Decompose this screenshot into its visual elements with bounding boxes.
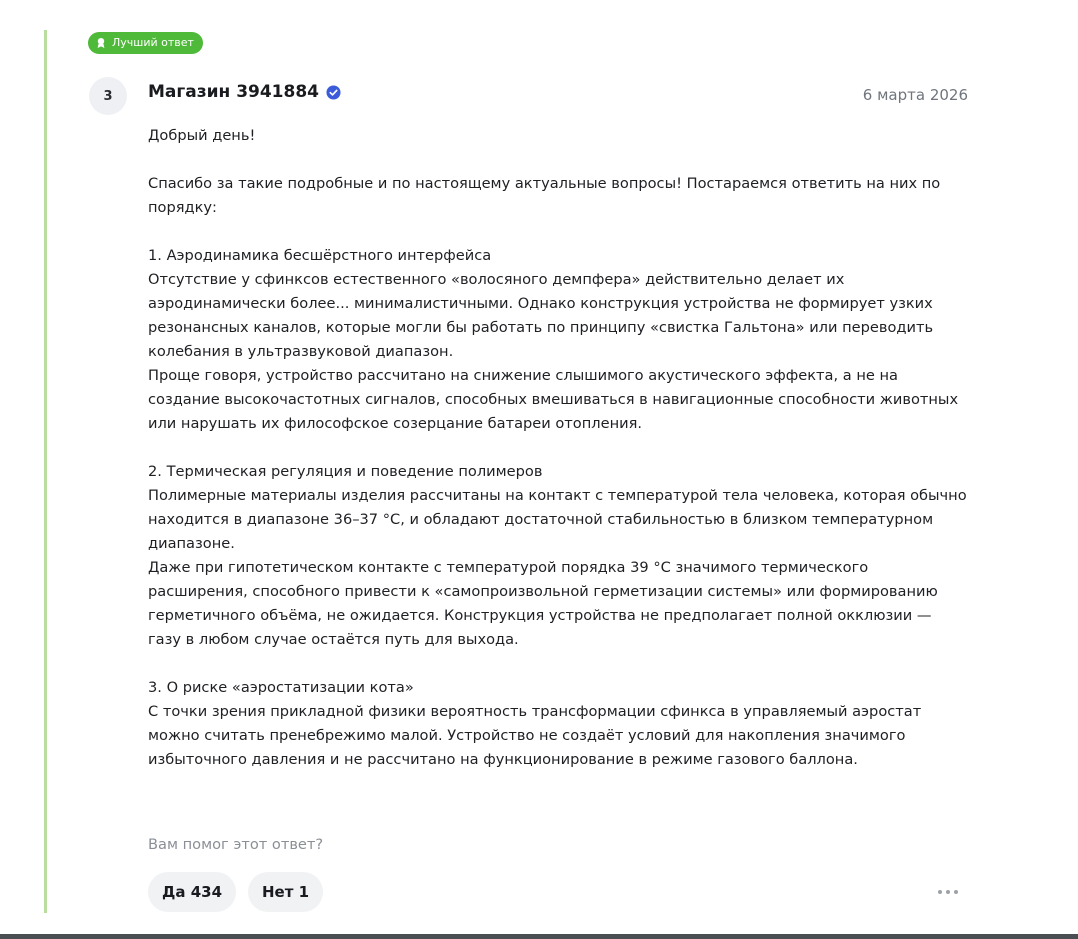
- best-answer-badge: [88, 32, 203, 54]
- more-dots-icon[interactable]: [930, 880, 966, 904]
- vote-yes-button[interactable]: Да 434: [148, 872, 236, 912]
- best-answer-rail: [44, 30, 47, 913]
- section-paragraph: С точки зрения прикладной физики вероятность трансформации сфинкса в управляемый аэростат можно считать пренебрежимо малой. Устройство не создаёт условий для накопления значимого избыточного давления и не рассчитано на функционирование в режиме газового баллона.: [148, 703, 922, 768]
- section-paragraph: Полимерные материалы изделия рассчитаны на контакт с температурой тела человека, которая обычно находится в диапазоне 36–37 °C, и обладают достаточной стабильностью в близком температурном диапазоне.: [148, 487, 967, 552]
- section-paragraph: Даже при гипотетическом контакте с температурой порядка 39 °C значимого термического расширения, способного привести к «самопроизвольной герметизации системы» или формированию герметичного объёма, не ожидается. Конструкция устройства не предполагает полной окклюзии — газу в любом случае остаётся путь для выхода.: [148, 559, 938, 648]
- section-title: 2. Термическая регуляция и поведение полимеров: [148, 463, 543, 480]
- avatar[interactable]: 3: [89, 77, 127, 115]
- section-title: 3. О риске «аэростатизации кота»: [148, 679, 414, 696]
- award-icon: [95, 37, 107, 49]
- answer-header: [148, 82, 341, 102]
- verified-check-icon: [326, 85, 341, 100]
- bottom-divider: [0, 934, 1078, 939]
- best-answer-label: Лучший ответ: [112, 36, 194, 49]
- seller-name[interactable]: Магазин 3941884: [148, 82, 319, 102]
- helpful-question: Вам помог этот ответ?: [148, 836, 324, 853]
- dot: [946, 890, 950, 894]
- answer-text: [148, 124, 968, 772]
- answer-intro: Спасибо за такие подробные и по настоящему актуальные вопросы! Постараемся ответить на них по порядку:: [148, 175, 941, 216]
- section-paragraph: Проще говоря, устройство рассчитано на снижение слышимого акустического эффекта, а не на создание высокочастотных сигналов, способных вмешиваться в навигационные способности животных или нарушать их философское созерцание батареи отопления.: [148, 367, 959, 432]
- vote-no-button[interactable]: Нет 1: [248, 872, 323, 912]
- dot: [954, 890, 958, 894]
- section-paragraph: Отсутствие у сфинксов естественного «волосяного демпфера» действительно делает их аэродинамически более... минималистичными. Однако конструкция устройства не формирует узких резонансных каналов, которые могли бы работать по принципу «свистка Гальтона» или переводить колебания в ультразвуковой диапазон.: [148, 271, 934, 360]
- answer-greeting: Добрый день!: [148, 127, 256, 144]
- dot: [938, 890, 942, 894]
- answer-date: 6 марта 2026: [862, 86, 968, 104]
- section-title: 1. Аэродинамика бесшёрстного интерфейса: [148, 247, 492, 264]
